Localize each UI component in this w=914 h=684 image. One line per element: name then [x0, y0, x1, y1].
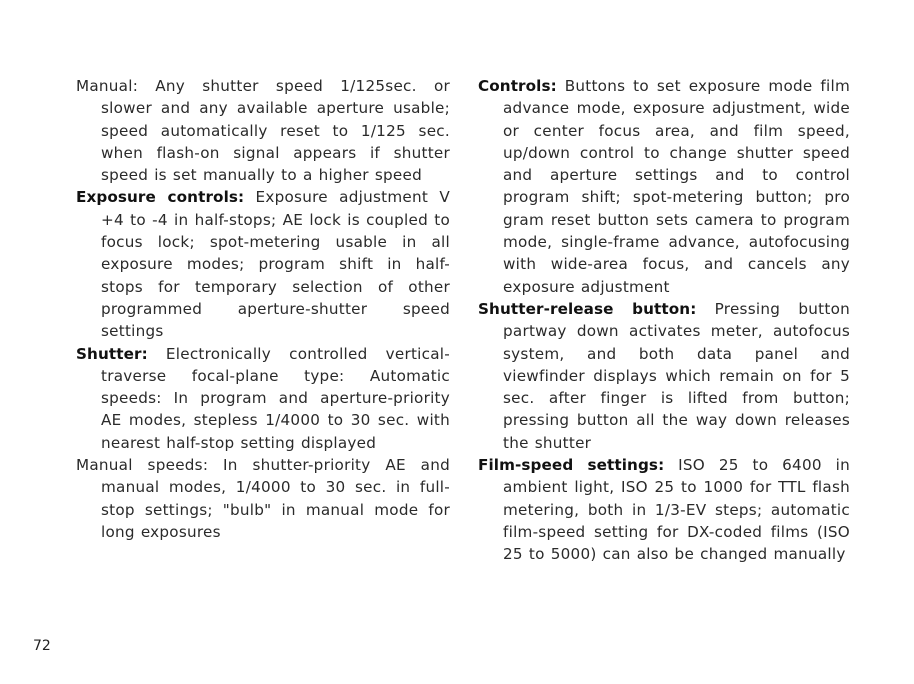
- spec-term: Film-speed settings:: [478, 456, 665, 475]
- spec-entry-film-speed: [478, 454, 850, 565]
- page-number: 72: [33, 638, 51, 654]
- spec-entry-exposure-controls: [76, 186, 450, 342]
- spec-entry-shutter: [76, 343, 450, 454]
- spec-text: Manual: Any shutter speed 1/125sec. or slower and any available aperture usable; speed automatically reset to 1/125 sec. when flash-on signal appears if shutter speed is set manually to a higher speed: [76, 77, 450, 185]
- spec-entry-shutter-release: [478, 298, 850, 454]
- spec-entry-manual-speeds: [76, 454, 450, 543]
- spec-term: Shutter:: [76, 344, 148, 363]
- spec-text: ISO 25 to 6400 in ambient light, ISO 25 to 1000 for TTL flash metering, both in 1/3-EV steps; automatic film-speed setting for DX-coded films (ISO 25 to 5000) can also be changed manually: [503, 456, 851, 564]
- spec-text: Pressing button partway down activates meter, autofocus system, and both data panel and viewfinder displays which remain on for 5 sec. after finger is lifted from button; pressing button all the way down releases the shutter: [503, 299, 850, 452]
- spec-entry-manual-flash: [76, 75, 450, 186]
- spec-term: Exposure controls:: [76, 188, 245, 207]
- spec-text: Manual speeds: In shutter-priority AE and manual modes, 1/4000 to 30 sec. in full-stop settings; "bulb" in manual mode for long exposures: [76, 456, 450, 541]
- spec-entry-controls: [478, 75, 850, 298]
- spec-term: Shutter-release button:: [478, 299, 697, 318]
- right-column: [478, 75, 850, 566]
- left-column: [76, 75, 450, 543]
- spec-text: Electronically controlled vertical-traverse focal-plane type: Automatic speeds: In program and aperture-priority AE modes, stepless 1/4000 to 30 sec. with nearest half-stop setting displayed: [101, 344, 450, 452]
- spec-text: Exposure adjustment V +4 to -4 in half-stops; AE lock is coupled to focus lock; spot-metering usable in all exposure modes; program shift in half-stops for temporary selection of other programmed aperture-shutter speed settings: [101, 188, 450, 341]
- spec-text: Buttons to set exposure mode film advance mode, exposure adjustment, wide or center focus area, and film speed, up/down control to change shutter speed and aperture settings and to control program shift; spot-metering button; pro gram reset button sets camera to program mode, single-frame advance, autofocusing with wide-area focus, and cancels any exposure adjustment: [503, 77, 850, 296]
- spec-term: Controls:: [478, 77, 557, 95]
